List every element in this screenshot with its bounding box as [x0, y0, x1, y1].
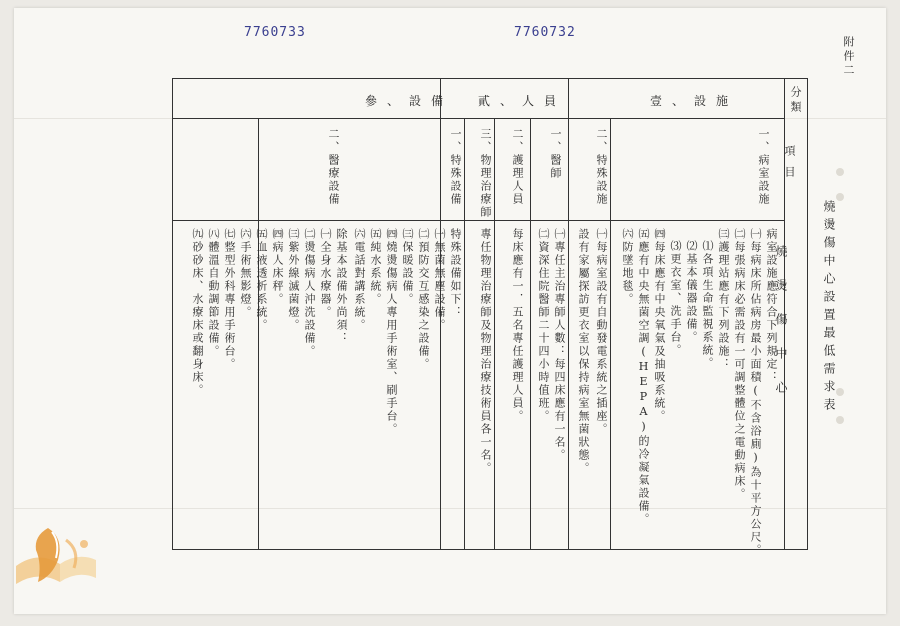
section-facilities: 壹、設施: [650, 94, 739, 108]
item-special-facility: 二、特殊設施: [595, 128, 608, 206]
ward-line: 病室設施應符合下列規定：: [765, 228, 778, 384]
serial-number-left: 7760733: [244, 25, 306, 40]
ward-line: ㈤應有中央無菌空調(HEPA)的冷凝氣設備。: [637, 228, 650, 526]
ward-line: ⑴各項生命監視系統。: [701, 240, 714, 370]
document-title: 燒燙傷中心設置最低需求表: [822, 200, 836, 416]
medical-equipment-line: ㈥手術無影燈。: [239, 228, 252, 319]
table-rule: [530, 118, 531, 550]
table-rule: [568, 78, 569, 550]
special-equipment-line: ㈡預防交互感染之設備。: [417, 228, 430, 371]
attachment-label: 附件二: [842, 36, 855, 78]
special-equipment-line: 特殊設備如下：: [449, 228, 462, 319]
item-physiotherapist: 三、物理治療師: [479, 128, 492, 219]
ward-line: ⑵基本儀器設備。: [685, 240, 698, 344]
item-label: 項目: [783, 145, 796, 187]
ward-line: ㈥防墜地毯。: [621, 228, 634, 306]
table-rule: [610, 118, 611, 550]
special-equipment-line: ㈢保暖設備。: [401, 228, 414, 306]
item-nursing: 二、護理人員: [511, 128, 524, 206]
archive-logo-icon: [8, 520, 100, 600]
medical-equipment-line: ㈢紫外線滅菌燈。: [287, 228, 300, 332]
physio-line: 專任物理治療師及物理治療技術員各一名。: [479, 228, 492, 475]
ward-line: ㈢護理站應有下列設施：: [717, 228, 730, 371]
serial-number-right: 7760732: [514, 25, 576, 40]
nursing-line: 每床應有一．五名專任護理人員。: [511, 228, 524, 423]
physician-line: ㈠專任主治專師人數：每四床應有一名。: [553, 228, 566, 462]
ward-line: ㈣每床應有中央氧氣及抽吸系統。: [653, 228, 666, 423]
medical-equipment-line: ㈣病人床秤。: [271, 228, 284, 306]
item-ward-facility: 一、病室設施: [757, 128, 770, 206]
item-special-equipment: 一、特殊設備: [449, 128, 462, 206]
medical-equipment-line: ㈠全身水療器。: [319, 228, 332, 319]
special-equipment-line: ㈠無菌無塵設備。: [433, 228, 446, 332]
medical-equipment-line: ㈡燙傷病人沖洗設備。: [303, 228, 316, 358]
special-equipment-line: ㈥電話對講系統。: [353, 228, 366, 332]
punch-hole: [836, 193, 844, 201]
item-medical-equipment: 二、醫療設備: [327, 128, 340, 206]
table-rule: [172, 220, 784, 221]
medical-equipment-line: ㈦整型外科專用手術台。: [223, 228, 236, 371]
special-equipment-line: ㈣燒燙傷病人專用手術室、刷手台。: [385, 228, 398, 436]
medical-equipment-line: 除基本設備外尚須：: [335, 228, 348, 345]
section-personnel: 貳、人員: [478, 94, 567, 108]
punch-hole: [836, 388, 844, 396]
punch-hole: [836, 168, 844, 176]
table-rule: [258, 118, 259, 550]
content-label: 燒燙傷中心: [774, 245, 788, 415]
ward-line: ⑶更衣室、洗手台。: [669, 240, 682, 357]
ward-line: ㈡每張病床必需設有一可調整體位之電動病床。: [733, 228, 746, 501]
table-rule: [172, 118, 784, 119]
medical-equipment-line: ㈤血液透析系統。: [255, 228, 268, 332]
item-physician: 一、醫師: [549, 128, 562, 180]
punch-hole: [836, 416, 844, 424]
physician-line: ㈡資深住院醫師二十四小時值班。: [537, 228, 550, 423]
special-equipment-line: ㈤純水系統。: [369, 228, 382, 306]
category-label: 分類: [789, 86, 802, 116]
medical-equipment-line: ㈨砂砂床、水療床或翻身床。: [191, 228, 204, 397]
medical-equipment-line: ㈧體溫自動調節設備。: [207, 228, 220, 358]
table-rule: [494, 118, 495, 550]
special-facility-line: ㈠每病室設有自動發電系統之插座。: [595, 228, 608, 436]
section-equipment: 參、設備: [365, 94, 454, 108]
table-rule: [464, 118, 465, 550]
special-facility-line: 設有家屬探訪更衣室以保持病室無菌狀態。: [577, 228, 590, 475]
ward-line: ㈠每病床所佔病房最小面積(不含浴廁)為十平方公尺。: [749, 228, 762, 557]
